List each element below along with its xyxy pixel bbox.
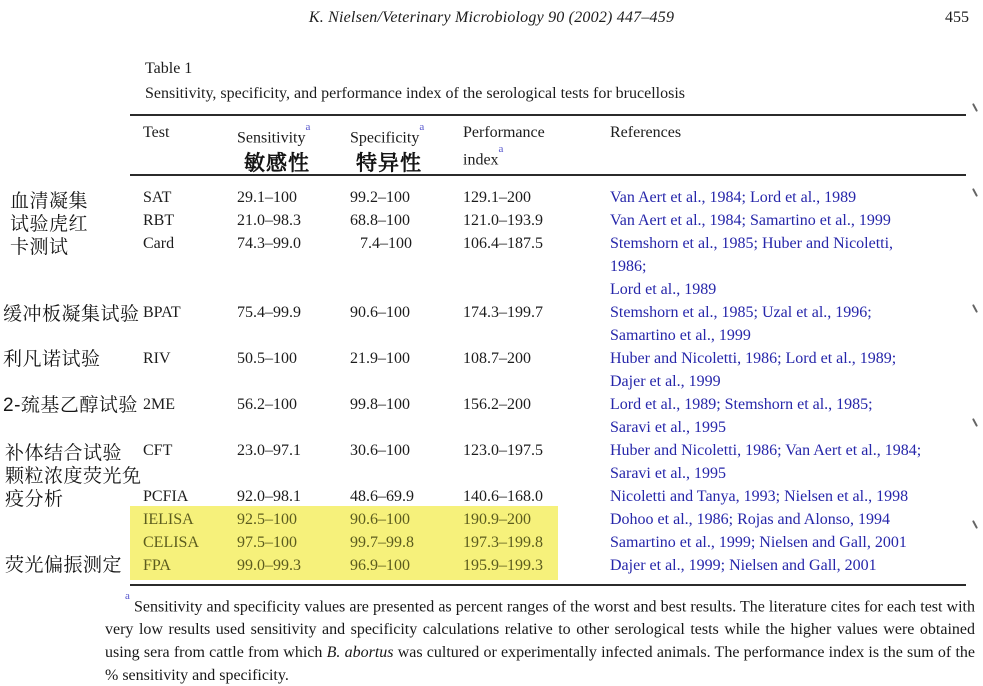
cell-performance-index: 190.9–200 [463,511,531,528]
cell-performance-index: 174.3–199.7 [463,304,543,321]
footnote-species-italic: B. abortus [326,644,394,662]
cell-performance-index: 156.2–200 [463,396,531,413]
column-header-performance-index: index$^a$ [463,143,504,169]
cell-test: SAT [143,189,172,206]
table-row-fpa [130,554,976,577]
margin-annotation-cn: 颗粒浓度荧光免 [5,466,142,487]
cell-performance-index: 108.7–200 [463,350,531,367]
cell-test: 2ME [143,396,175,413]
page-number: 455 [945,9,969,26]
reference-line: Saravi et al., 1995 [610,465,726,482]
cell-performance-index: 140.6–168.0 [463,488,543,505]
reference-line: Lord et al., 1989; Stemshorn et al., 1985; [610,396,873,413]
annotation-sensitivity-cn: 敏感性 [244,152,310,175]
margin-annotation-cn: 疫分析 [5,489,64,510]
cell-test: IELISA [143,511,194,528]
reference-line: Stemshorn et al., 1985; Huber and Nicoletti, [610,235,894,252]
cell-sensitivity: 56.2–100 [237,396,297,413]
annotation-specificity-cn: 特异性 [356,152,422,175]
column-header-performance: Performance [463,124,545,141]
cell-performance-index: 197.3–199.8 [463,534,543,551]
cell-specificity: 68.8–100 [350,212,410,229]
cell-performance-index: 106.4–187.5 [463,235,543,252]
table-row-card [130,232,976,301]
cell-test: Card [143,235,175,252]
cell-sensitivity: 50.5–100 [237,350,297,367]
cell-test: FPA [143,557,171,574]
reference-line: Nicoletti and Tanya, 1993; Nielsen et al., 1998 [610,488,909,505]
cell-sensitivity: 92.5–100 [237,511,297,528]
cell-sensitivity: 92.0–98.1 [237,488,301,505]
cell-test: RIV [143,350,171,367]
cell-references [610,186,980,209]
cell-specificity: 7.4–100 [360,235,412,252]
reference-line: Samartino et al., 1999; Nielsen and Gall, 2001 [610,534,907,551]
cell-test: RBT [143,212,175,229]
footnote-marker-a: a [419,121,425,133]
table-row-pcfia [130,485,976,508]
reference-line: Samartino et al., 1999 [610,327,751,344]
column-header-sensitivity: Sensitivity$^a$ [237,121,311,147]
cell-references [610,485,980,508]
table-row-bpat [130,301,976,347]
cell-performance-index: 123.0–197.5 [463,442,543,459]
margin-annotation-cn: 缓冲板凝集试验 [3,304,140,325]
cell-specificity: 48.6–69.9 [350,488,414,505]
cell-specificity: 30.6–100 [350,442,410,459]
footnote-marker-a: a [498,143,504,155]
cell-sensitivity: 99.0–99.3 [237,557,301,574]
reference-line: Stemshorn et al., 1985; Uzal et al., 1996; [610,304,872,321]
cell-test: CFT [143,442,173,459]
cell-references [610,301,980,347]
margin-annotation-cn: 2-巯基乙醇试验 [3,395,138,416]
margin-tick-mark [972,103,978,112]
margin-annotation-cn: 试验虎红 [10,214,89,235]
table-rule-top [130,114,966,116]
table-row-celisa [130,531,976,554]
reference-line: Huber and Nicoletti, 1986; Lord et al., 1989; [610,350,897,367]
cell-sensitivity: 75.4–99.9 [237,304,301,321]
table-row-sat [130,186,976,209]
reference-line: Van Aert et al., 1984; Lord et al., 1989 [610,189,857,206]
reference-line: Dajer et al., 1999 [610,373,721,390]
cell-performance-index: 195.9–199.3 [463,557,543,574]
cell-references [610,347,980,393]
footnote-marker-a: a [125,590,130,602]
cell-references [610,439,980,485]
cell-test: PCFIA [143,488,189,505]
column-header-test: Test [143,124,170,141]
table-caption-title: Sensitivity, specificity, and performance index of the serological tests for brucellosis [145,85,685,102]
cell-sensitivity: 21.0–98.3 [237,212,301,229]
cell-performance-index: 121.0–193.9 [463,212,543,229]
table-row-2me [130,393,976,439]
table-body [130,186,976,577]
table-row-cft [130,439,976,485]
reference-line: Van Aert et al., 1984; Samartino et al., 1999 [610,212,891,229]
table-footnote [105,591,975,686]
cell-sensitivity: 74.3–99.0 [237,235,301,252]
column-header-specificity: Specificity$^a$ [350,121,425,147]
cell-specificity: 90.6–100 [350,304,410,321]
margin-annotation-cn: 血清凝集 [10,191,89,212]
table-row-rbt [130,209,976,232]
cell-specificity: 99.2–100 [350,189,410,206]
cell-references [610,232,980,301]
reference-line: Lord et al., 1989 [610,281,717,298]
margin-annotation-cn: 卡测试 [10,237,69,258]
cell-sensitivity: 97.5–100 [237,534,297,551]
margin-annotation-cn: 利凡诺试验 [3,349,101,370]
table-row-ielisa [130,508,976,531]
table-rule-bottom [130,584,966,586]
cell-sensitivity: 23.0–97.1 [237,442,301,459]
cell-specificity: 90.6–100 [350,511,410,528]
cell-references [610,508,980,531]
cell-references [610,531,980,554]
margin-annotation-cn: 补体结合试验 [5,443,123,464]
cell-references [610,209,980,232]
cell-specificity: 99.8–100 [350,396,410,413]
reference-line: 1986; [610,258,647,275]
table-row-riv [130,347,976,393]
reference-line: Huber and Nicoletti, 1986; Van Aert et al., 1984; [610,442,922,459]
cell-specificity: 99.7–99.8 [350,534,414,551]
footnote-text-end: was cultured or experimentally infected animals. The performance index is the sum of the % sensitivity and specificity. [105,644,976,685]
footnote-marker-a: a [305,121,311,133]
reference-line: Dajer et al., 1999; Nielsen and Gall, 2001 [610,557,877,574]
cell-performance-index: 129.1–200 [463,189,531,206]
cell-specificity: 21.9–100 [350,350,410,367]
cell-test: CELISA [143,534,199,551]
table-caption-label: Table 1 [145,60,193,77]
reference-line: Dohoo et al., 1986; Rojas and Alonso, 1994 [610,511,890,528]
margin-annotation-cn: 荧光偏振测定 [5,555,123,576]
running-title: K. Nielsen/Veterinary Microbiology 90 (2002) 447–459 [308,9,675,26]
footnote-text: Sensitivity and specificity values are presented as percent ranges of the worst and best results. The literature cites for each test with very low results used sensitivity and specificity calculations relative to other serological tests while the higher values were obtained using sera from cattle from which [105,598,975,662]
cell-references [610,393,980,439]
cell-test: BPAT [143,304,181,321]
reference-line: Saravi et al., 1995 [610,419,726,436]
cell-sensitivity: 29.1–100 [237,189,297,206]
column-header-references: References [610,124,682,141]
cell-specificity: 96.9–100 [350,557,410,574]
cell-references [610,554,980,577]
